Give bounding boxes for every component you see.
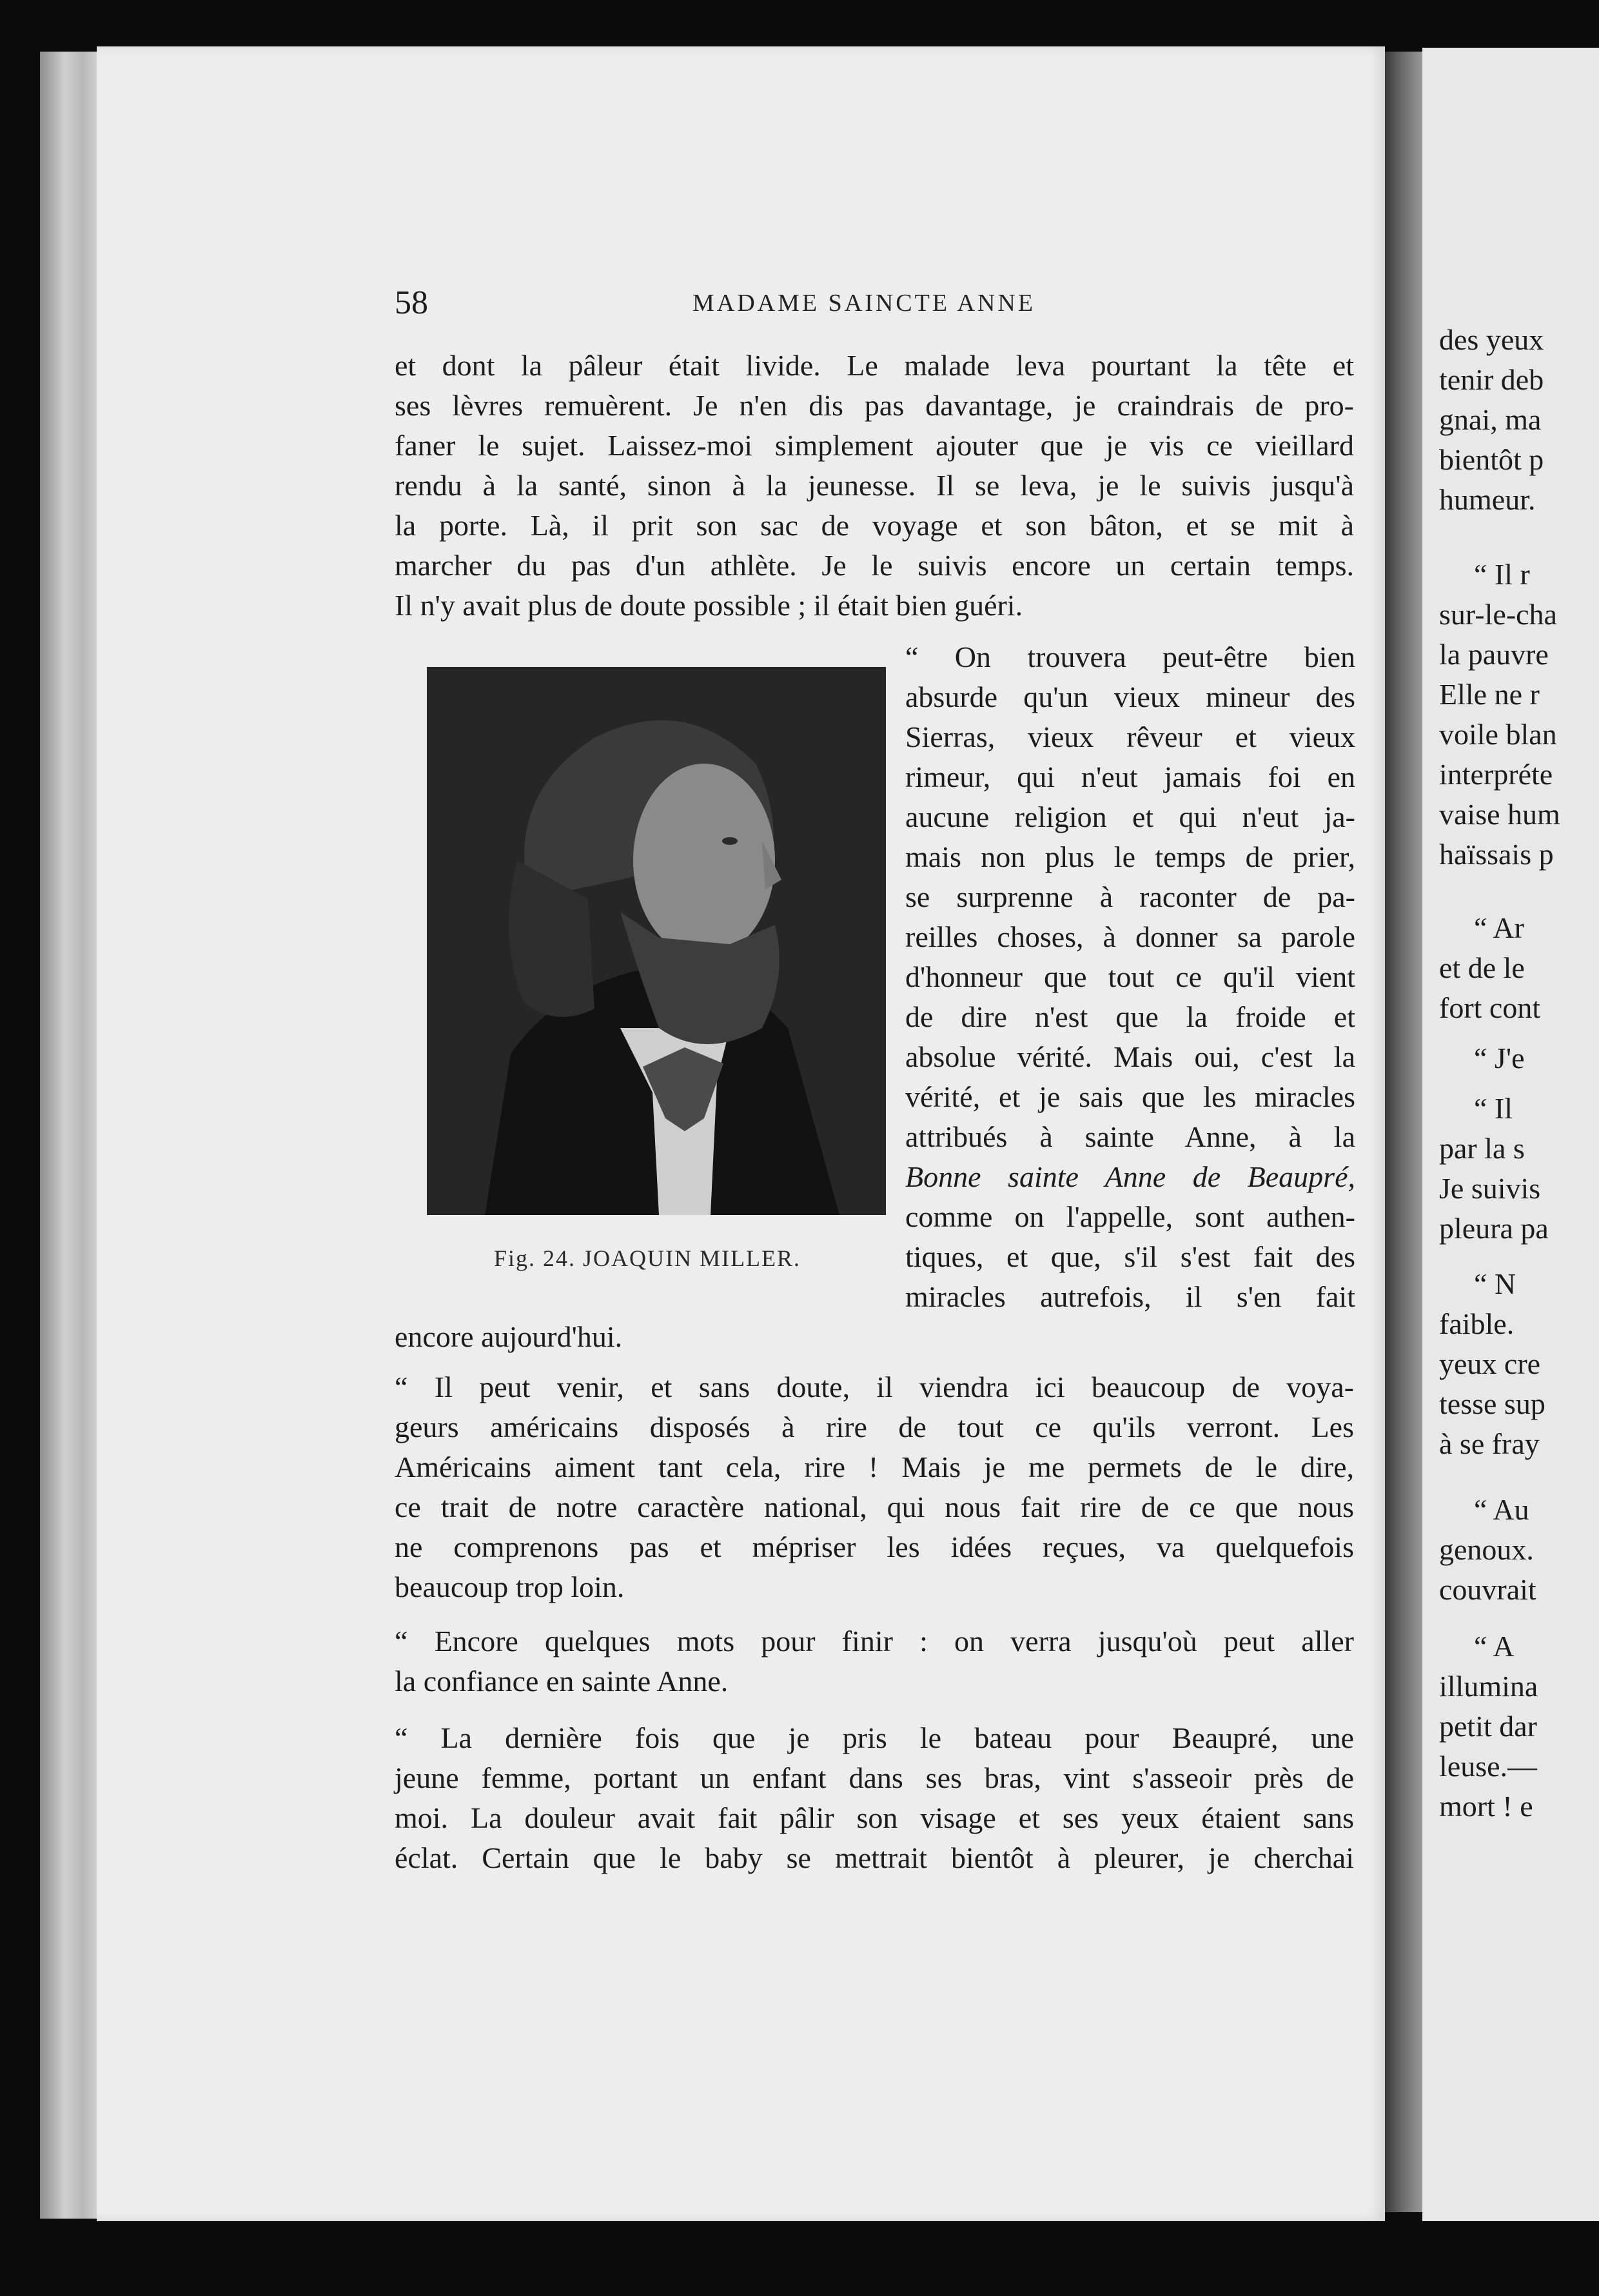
right-page-line: yeux cre — [1439, 1347, 1541, 1380]
right-page-line: gnai, ma — [1439, 403, 1542, 436]
text-line: comme on l'appelle, sont authen- — [905, 1200, 1355, 1233]
right-page-line: et de le — [1439, 951, 1525, 984]
right-page-line: petit dar — [1439, 1710, 1537, 1743]
text-line: vérité, et je sais que les miracles — [905, 1080, 1355, 1113]
text-line: Il n'y avait plus de doute possible ; il était bien guéri. — [395, 589, 1023, 622]
right-page-line: la pauvre — [1439, 638, 1549, 671]
right-page-line: par la s — [1439, 1132, 1525, 1165]
right-page-line: voile blan — [1439, 718, 1557, 751]
text-line: d'honneur que tout ce qu'il vient — [905, 960, 1355, 993]
text-line: aucune religion et qui n'eut ja- — [905, 800, 1355, 833]
right-page-line: couvrait — [1439, 1573, 1536, 1606]
text-line: miracles autrefois, il s'en fait — [905, 1280, 1355, 1313]
text-line: mais non plus le temps de prier, — [905, 840, 1355, 873]
right-page-line: mort ! e — [1439, 1790, 1533, 1823]
right-page-line: “ Il — [1474, 1092, 1513, 1125]
right-page-line: à se fray — [1439, 1427, 1540, 1460]
right-page-line: illumina — [1439, 1670, 1538, 1703]
text-line: rimeur, qui n'eut jamais foi en — [905, 760, 1355, 793]
right-page-line: humeur. — [1439, 483, 1536, 516]
book-gutter — [1385, 52, 1422, 2212]
right-page-line: “ A — [1474, 1630, 1515, 1663]
text-line: jeune femme, portant un enfant dans ses bras, vint s'asseoir près de — [395, 1761, 1354, 1794]
right-page-line: pleura pa — [1439, 1212, 1549, 1245]
right-page-line: tenir deb — [1439, 363, 1544, 396]
text-line: “ Encore quelques mots pour finir : on verra jusqu'où peut aller — [395, 1625, 1354, 1658]
text-line: “ La dernière fois que je pris le bateau pour Beaupré, une — [395, 1721, 1354, 1754]
text-line: absurde qu'un vieux mineur des — [905, 680, 1355, 713]
text-line: “ On trouvera peut-être bien — [905, 640, 1355, 673]
text-line: et dont la pâleur était livide. Le malade leva pourtant la tête et — [395, 349, 1354, 382]
text-line: tiques, et que, s'il s'est fait des — [905, 1240, 1355, 1273]
text-line: moi. La douleur avait fait pâlir son visage et ses yeux étaient sans — [395, 1801, 1354, 1834]
right-page-line: “ Il r — [1474, 558, 1530, 591]
right-page-line: tesse sup — [1439, 1387, 1545, 1420]
text-line: absolue vérité. Mais oui, c'est la — [905, 1040, 1355, 1073]
text-line-italic: Bonne sainte Anne de Beaupré, — [905, 1160, 1355, 1193]
right-page-line: fort cont — [1439, 991, 1541, 1024]
text-line: “ Il peut venir, et sans doute, il viendra ici beaucoup de voya- — [395, 1371, 1354, 1403]
right-page-line: des yeux — [1439, 323, 1544, 356]
text-line: de dire n'est que la froide et — [905, 1000, 1355, 1033]
portrait-engraving — [427, 667, 886, 1215]
text-line: éclat. Certain que le baby se mettrait bientôt à pleurer, je cherchai — [395, 1841, 1354, 1874]
text-line: attribués à sainte Anne, à la — [905, 1120, 1355, 1153]
text-line: la porte. Là, il prit son sac de voyage et son bâton, et se mit à — [395, 509, 1354, 542]
text-line: Sierras, vieux rêveur et vieux — [905, 720, 1355, 753]
right-page-line: Je suivis — [1439, 1172, 1541, 1205]
right-page-line: “ Au — [1474, 1493, 1529, 1526]
right-page-line: vaise hum — [1439, 798, 1560, 831]
text-line: faner le sujet. Laissez-moi simplement ajouter que je vis ce vieillard — [395, 429, 1354, 462]
right-page-line: bientôt p — [1439, 443, 1544, 476]
page-number: 58 — [395, 284, 428, 321]
right-page-line: interpréte — [1439, 758, 1553, 791]
portrait-illustration — [427, 667, 886, 1215]
text-line: la confiance en sainte Anne. — [395, 1665, 729, 1697]
right-page-line: “ Ar — [1474, 911, 1524, 944]
right-page-line: “ N — [1474, 1267, 1516, 1300]
running-head — [395, 284, 1362, 322]
text-line: Américains aiment tant cela, rire ! Mais je me permets de le dire, — [395, 1450, 1354, 1483]
running-title: MADAME SAINCTE ANNE — [692, 290, 1035, 317]
text-line: ce trait de notre caractère national, qui nous fait rire de ce que nous — [395, 1490, 1354, 1523]
text-line: marcher du pas d'un athlète. Je le suivis encore un certain temps. — [395, 549, 1354, 582]
right-page-line: haïssais p — [1439, 838, 1554, 871]
text-line: ses lèvres remuèrent. Je n'en dis pas davantage, je craindrais de pro- — [395, 389, 1354, 422]
text-line: ne comprenons pas et mépriser les idées reçues, va quelquefois — [395, 1530, 1354, 1563]
right-page-line: leuse.— — [1439, 1750, 1538, 1783]
right-page-line: genoux. — [1439, 1533, 1534, 1566]
text-line: reilles choses, à donner sa parole — [905, 920, 1355, 953]
text-line: rendu à la santé, sinon à la jeunesse. Il se leva, je le suivis jusqu'à — [395, 469, 1354, 502]
right-book-page — [1422, 48, 1599, 2221]
text-line: se surprenne à raconter de pa- — [905, 880, 1355, 913]
right-page-line: Elle ne r — [1439, 678, 1540, 711]
text-line: encore aujourd'hui. — [395, 1320, 623, 1353]
right-page-line: “ J'e — [1474, 1042, 1525, 1074]
right-page-line: faible. — [1439, 1307, 1515, 1340]
right-page-line: sur-le-cha — [1439, 598, 1557, 631]
figure-caption: Fig. 24. JOAQUIN MILLER. — [494, 1245, 801, 1271]
text-line: geurs américains disposés à rire de tout ce qu'ils verront. Les — [395, 1410, 1354, 1443]
text-line: beaucoup trop loin. — [395, 1570, 625, 1603]
